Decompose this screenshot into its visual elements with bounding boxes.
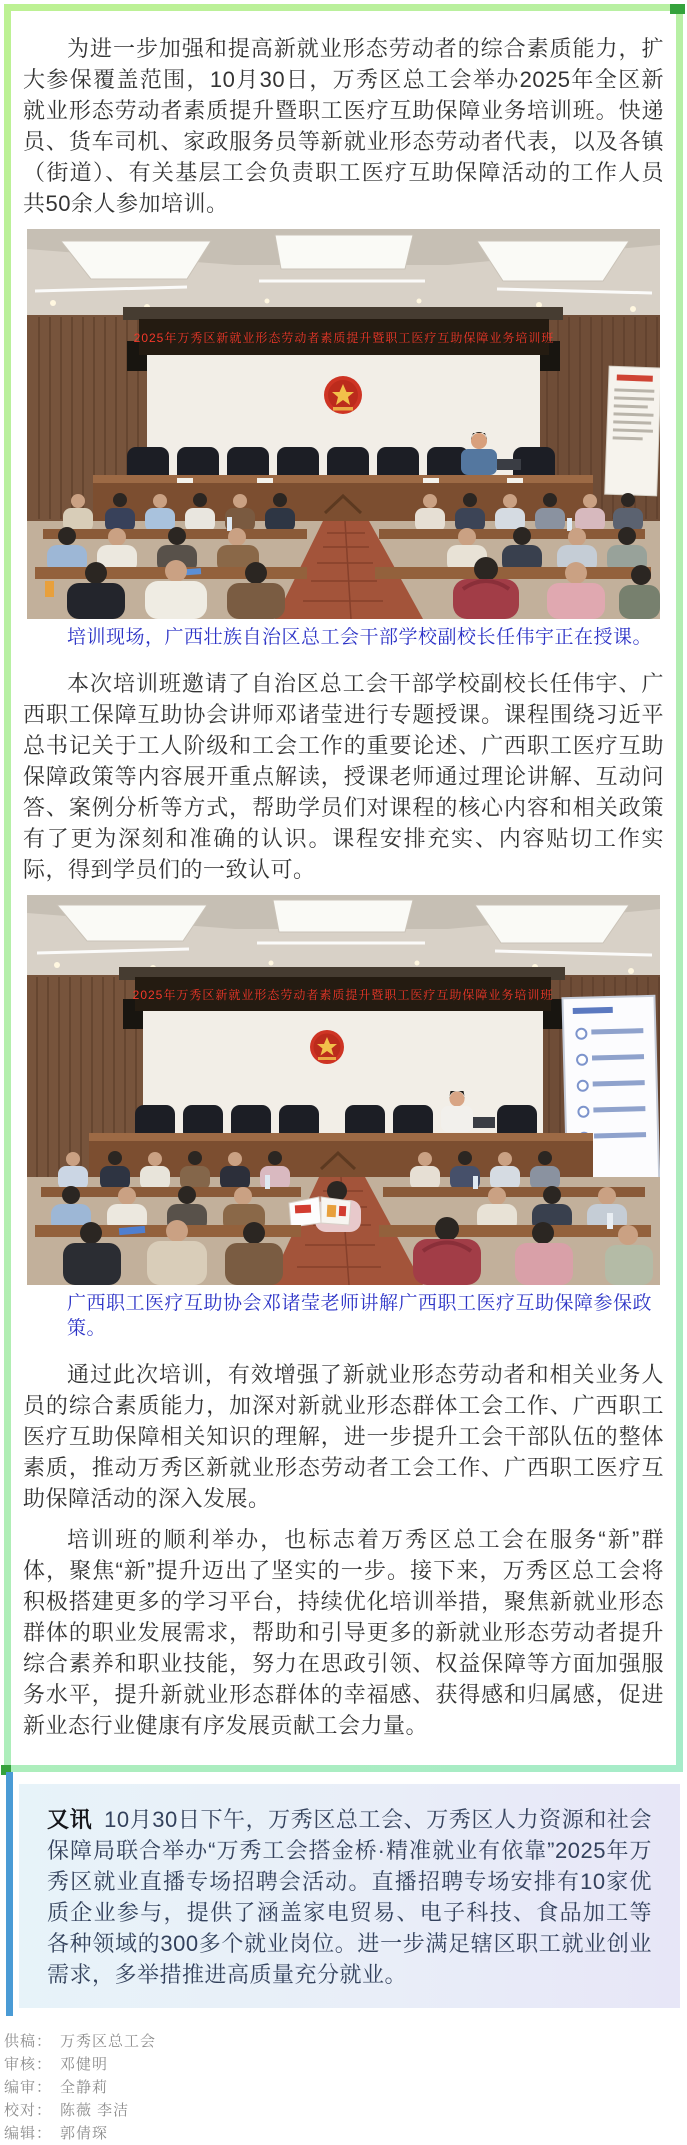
credit-value: 万秀区总工会 <box>60 2033 157 2050</box>
related-news-box <box>19 1784 680 2008</box>
credit-value: 全静莉 <box>60 2079 109 2096</box>
photo-training-session-1 <box>23 229 664 619</box>
credit-row-reviewer <box>4 2053 687 2076</box>
training-room-photo-1 <box>27 229 660 619</box>
photo-caption-2: 广西职工医疗互助协会邓诸莹老师讲解广西职工医疗互助保障参保政策。 <box>67 1293 653 1339</box>
related-news-paragraph <box>47 1804 652 1990</box>
credit-value: 郭倩琛 <box>60 2125 109 2142</box>
credit-label: 供稿： <box>4 2033 53 2050</box>
credits-footer <box>0 2030 687 2145</box>
paragraph-course: 本次培训班邀请了自治区总工会干部学校副校长任伟宇、广西职工保障互助协会讲师邓诸莹进行专题授课。课程围绕习近平总书记关于工人阶级和工会工作的重要论述、广西职工医疗互助保障政策等内容展开重点解读，授课老师通过理论讲解、互动问答、案例分析等方式，帮助学员们对课程的核心内容和相关政策有了更为深刻和准确的认识。课程安排充实、内容贴切工作实际，得到学员们的一致认可。 <box>23 671 664 882</box>
credit-label: 编辑： <box>4 2125 53 2142</box>
credit-row-editor <box>4 2122 687 2145</box>
photo-training-session-2 <box>23 895 664 1285</box>
article-content-frame <box>4 4 683 1772</box>
photo1-banner-text: 2025年万秀区新就业形态劳动者素质提升暨职工医疗互助保障业务培训班 <box>133 331 555 345</box>
credit-row-proofreaders <box>4 2099 687 2122</box>
photo2-banner-text: 2025年万秀区新就业形态劳动者素质提升暨职工医疗互助保障业务培训班 <box>132 988 554 1002</box>
related-news-section <box>0 1784 687 2008</box>
paragraph-outlook: 培训班的顺利举办，也标志着万秀区总工会在服务“新”群体，聚焦“新”提升迈出了坚实的一步。接下来，万秀区总工会将积极搭建更多的学习平台，持续优化培训举措，聚焦新就业形态群体的职业发展需求，帮助和引导更多的新就业形态劳动者提升综合素养和职业技能，努力在思政引领、权益保障等方面加强服务水平，提升新就业形态群体的幸福感、获得感和归属感，促进新业态行业健康有序发展贡献工会力量。 <box>23 1527 664 1738</box>
credit-value: 陈薇 李洁 <box>60 2102 130 2119</box>
credit-value: 邓健明 <box>60 2056 109 2073</box>
photo-caption-1: 培训现场，广西壮族自治区总工会干部学校副校长任伟宇正在授课。 <box>67 627 653 648</box>
corner-accent-top-right <box>670 4 685 14</box>
related-news-label: 又讯 <box>47 1807 93 1832</box>
blue-accent-bar <box>6 1772 13 2016</box>
paragraph-results: 通过此次培训，有效增强了新就业形态劳动者和相关业务人员的综合素质能力，加深对新就业形态群体工会工作、广西职工医疗互助保障相关知识的理解，进一步提升工会干部队伍的整体素质，推动万秀区新就业形态劳动者工会工作、广西职工医疗互助保障活动的深入发展。 <box>23 1362 664 1511</box>
related-news-text: 10月30日下午，万秀区总工会、万秀区人力资源和社会保障局联合举办“万秀工会搭金桥·精准就业有依靠”2025年万秀区就业直播专场招聘会活动。直播招聘专场安排有10家优质企业参与，提供了涵盖家电贸易、电子科技、食品加工等各种领域的300多个就业岗位。进一步满足辖区职工就业创业需求，多举措推进高质量充分就业。 <box>47 1807 652 1987</box>
credit-label: 校对： <box>4 2102 53 2119</box>
credit-row-editor-in-charge <box>4 2076 687 2099</box>
training-room-photo-2 <box>27 895 660 1285</box>
article-body <box>11 11 676 1765</box>
credit-label: 审核： <box>4 2056 53 2073</box>
credit-row-contributor <box>4 2030 687 2053</box>
paragraph-intro: 为进一步加强和提高新就业形态劳动者的综合素质能力，扩大参保覆盖范围，10月30日，万秀区总工会举办2025年全区新就业形态劳动者素质提升暨职工医疗互助保障业务培训班。快递员、货车司机、家政服务员等新就业形态劳动者代表，以及各镇（街道）、有关基层工会负责职工医疗互助保障活动的工作人员共50余人参加培训。 <box>23 36 664 216</box>
credit-label: 编审： <box>4 2079 53 2096</box>
